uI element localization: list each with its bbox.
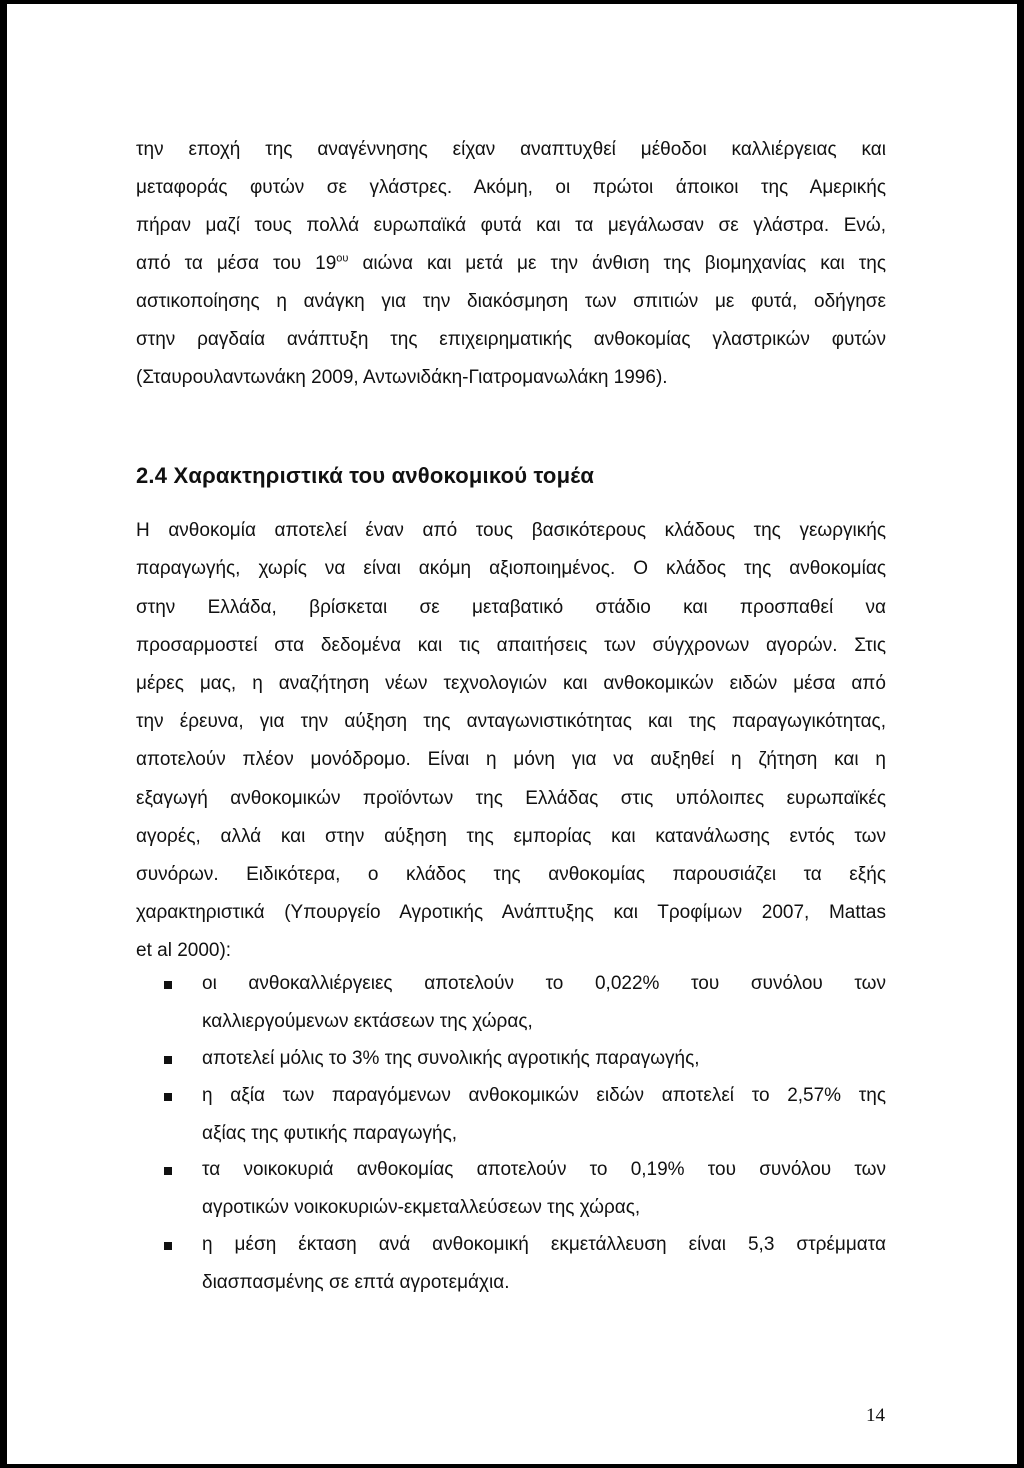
paragraph-line: παραγωγής, χωρίς να είναι ακόμη αξιοποιημένος. Ο κλάδος της ανθοκομίας bbox=[136, 558, 886, 579]
square-bullet-icon bbox=[164, 1056, 172, 1064]
square-bullet-icon bbox=[164, 981, 172, 989]
paragraph-line: την έρευνα, για την αύξηση της ανταγωνιστικότητας και της παραγωγικότητας, bbox=[136, 711, 886, 732]
paragraph-line: Η ανθοκομία αποτελεί έναν από τους βασικότερους κλάδους της γεωργικής bbox=[136, 520, 886, 541]
paragraph-line: προσαρμοστεί στα δεδομένα και τις απαιτήσεις των σύγχρονων αγορών. Στις bbox=[136, 635, 886, 656]
paragraph-line: μέρες μας, η αναζήτηση νέων τεχνολογιών και ανθοκομικών ειδών μέσα από bbox=[136, 673, 886, 694]
paragraph-line: συνόρων. Ειδικότερα, ο κλάδος της ανθοκομίας παρουσιάζει τα εξής bbox=[136, 864, 886, 885]
list-item-line: η αξία των παραγόμενων ανθοκομικών ειδών αποτελεί το 2,57% της bbox=[202, 1085, 886, 1106]
page-number: 14 bbox=[866, 1405, 885, 1426]
paragraph-line: στην ραγδαία ανάπτυξη της επιχειρηματικής ανθοκομίας γλαστρικών φυτών bbox=[136, 329, 886, 350]
square-bullet-icon bbox=[164, 1167, 172, 1175]
paragraph-line: στην Ελλάδα, βρίσκεται σε μεταβατικό στάδιο και προσπαθεί να bbox=[136, 597, 886, 618]
paragraph-line: πήραν μαζί τους πολλά ευρωπαϊκά φυτά και τα μεγάλωσαν σε γλάστρα. Ενώ, bbox=[136, 215, 886, 236]
line-rest: αιώνα και μετά με την άνθιση της βιομηχανίας και της bbox=[362, 253, 886, 274]
paragraph-line: μεταφοράς φυτών σε γλάστρες. Ακόμη, οι πρώτοι άποικοι της Αμερικής bbox=[136, 177, 886, 198]
superscript: ου bbox=[336, 252, 349, 265]
paragraph-line: αποτελούν πλέον μονόδρομο. Είναι η μόνη για να αυξηθεί η ζήτηση και η bbox=[136, 749, 886, 770]
paragraph-line bbox=[136, 252, 886, 276]
list-item-line: αγροτικών νοικοκυριών-εκμεταλλεύσεων της χώρας, bbox=[202, 1197, 641, 1218]
paragraph-line: αγορές, αλλά και στην αύξηση της εμπορίας και κατανάλωσης εντός των bbox=[136, 826, 886, 847]
list-item-line: αξίας της φυτικής παραγωγής, bbox=[202, 1123, 458, 1144]
list-item-line: αποτελεί μόλις το 3% της συνολικής αγροτικής παραγωγής, bbox=[202, 1048, 700, 1069]
square-bullet-icon bbox=[164, 1093, 172, 1101]
square-bullet-icon bbox=[164, 1242, 172, 1250]
list-item-line: οι ανθοκαλλιέργειες αποτελούν το 0,022% του συνόλου των bbox=[202, 973, 886, 994]
paragraph-line: (Σταυρουλαντωνάκη 2009, Αντωνιδάκη-Γιατρομανωλάκη 1996). bbox=[136, 367, 668, 388]
paragraph-line: χαρακτηριστικά (Υπουργείο Αγροτικής Ανάπτυξης και Τροφίμων 2007, Mattas bbox=[136, 902, 886, 923]
section-heading: 2.4 Χαρακτηριστικά του ανθοκομικού τομέα bbox=[136, 463, 595, 488]
list-item-line: διασπασμένης σε επτά αγροτεμάχια. bbox=[202, 1272, 510, 1293]
list-item-line: η μέση έκταση ανά ανθοκομική εκμετάλλευση είναι 5,3 στρέμματα bbox=[202, 1234, 886, 1255]
paragraph-line: εξαγωγή ανθοκομικών προϊόντων της Ελλάδας στις υπόλοιπες ευρωπαϊκές bbox=[136, 788, 886, 809]
list-item-line: τα νοικοκυριά ανθοκομίας αποτελούν το 0,19% του συνόλου των bbox=[202, 1159, 886, 1180]
list-item-line: καλλιεργούμενων εκτάσεων της χώρας, bbox=[202, 1011, 533, 1032]
line-prefix: από τα μέσα του 19 bbox=[136, 253, 337, 274]
paragraph-line: et al 2000): bbox=[136, 940, 232, 961]
paragraph-line: την εποχή της αναγέννησης είχαν αναπτυχθεί μέθοδοι καλλιέργειας και bbox=[136, 139, 886, 160]
paragraph-line: αστικοποίησης η ανάγκη για την διακόσμηση των σπιτιών με φυτά, οδήγησε bbox=[136, 291, 886, 312]
